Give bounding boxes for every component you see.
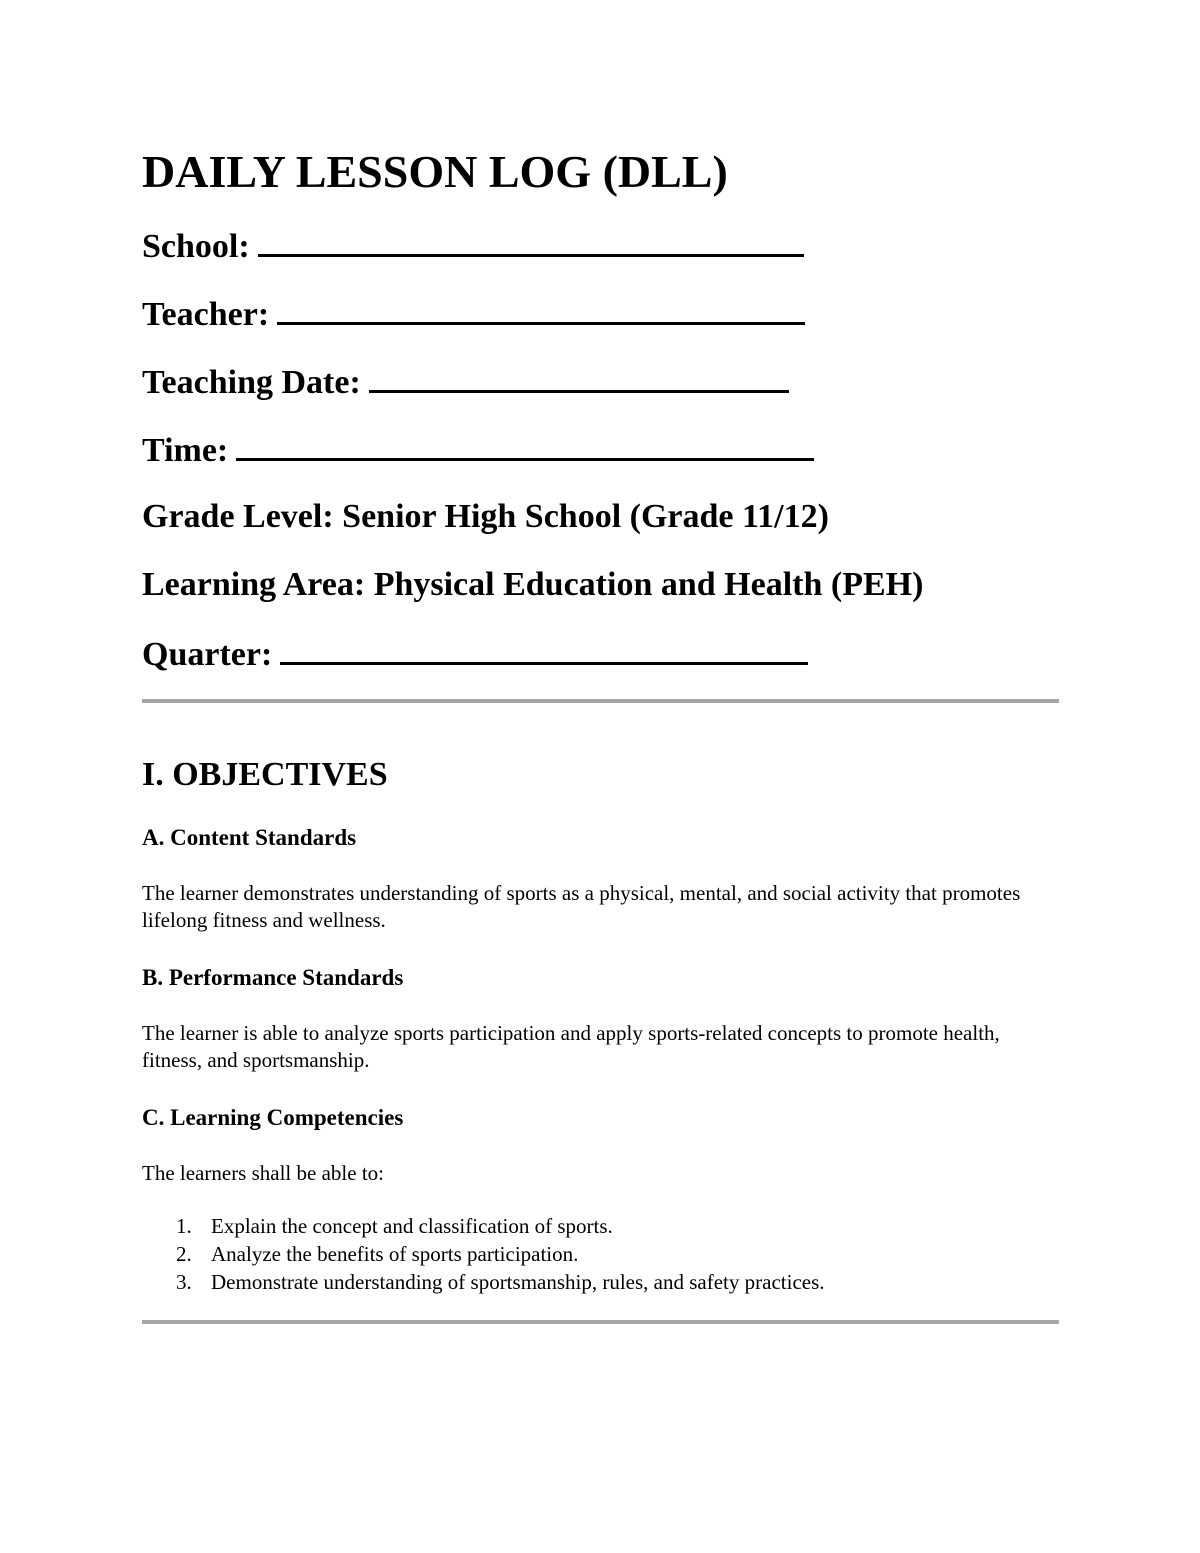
school-blank-line	[258, 228, 804, 257]
list-item	[142, 1269, 825, 1297]
list-item-text: Demonstrate understanding of sportsmanship, rules, and safety practices.	[211, 1270, 825, 1294]
horizontal-divider	[142, 699, 1059, 703]
performance-standards-text: The learner is able to analyze sports participation and apply sports-related concepts to promote health, fitness, and sportsmanship.	[142, 1021, 1000, 1072]
school-field	[142, 228, 804, 264]
learning-competencies-intro: The learners shall be able to:	[142, 1161, 384, 1185]
teacher-field	[142, 296, 805, 332]
list-item-number: 3.	[176, 1270, 192, 1294]
teacher-blank-line	[277, 296, 805, 325]
list-item-text: Explain the concept and classification of sports.	[211, 1214, 613, 1238]
time-field	[142, 432, 814, 468]
page-title: DAILY LESSON LOG (DLL)	[142, 146, 728, 197]
content-standards-heading: A. Content Standards	[142, 825, 357, 850]
list-item-text: Analyze the benefits of sports participation.	[211, 1242, 579, 1266]
content-standards-text: The learner demonstrates understanding of sports as a physical, mental, and social activity that promotes lifelong fitness and wellness.	[142, 881, 1021, 932]
time-label: Time:	[142, 432, 229, 469]
horizontal-divider	[142, 1320, 1059, 1324]
teaching-date-blank-line	[369, 364, 789, 393]
list-item-number: 1.	[176, 1214, 192, 1238]
teaching-date-label: Teaching Date:	[142, 364, 361, 401]
learning-competencies-heading: C. Learning Competencies	[142, 1105, 404, 1130]
quarter-blank-line	[280, 636, 808, 665]
quarter-label: Quarter:	[142, 636, 273, 673]
list-item	[142, 1241, 825, 1269]
time-blank-line	[236, 432, 814, 461]
objectives-heading: I. OBJECTIVES	[142, 756, 388, 793]
competencies-list	[142, 1213, 825, 1297]
school-label: School:	[142, 228, 250, 265]
list-item-number: 2.	[176, 1242, 192, 1266]
performance-standards-heading: B. Performance Standards	[142, 965, 404, 990]
grade-level-field: Grade Level: Senior High School (Grade 11/12)	[142, 498, 829, 535]
list-item	[142, 1213, 825, 1241]
quarter-field	[142, 636, 808, 672]
teacher-label: Teacher:	[142, 296, 270, 333]
learning-area-field: Learning Area: Physical Education and Health (PEH)	[142, 566, 924, 603]
teaching-date-field	[142, 364, 789, 400]
